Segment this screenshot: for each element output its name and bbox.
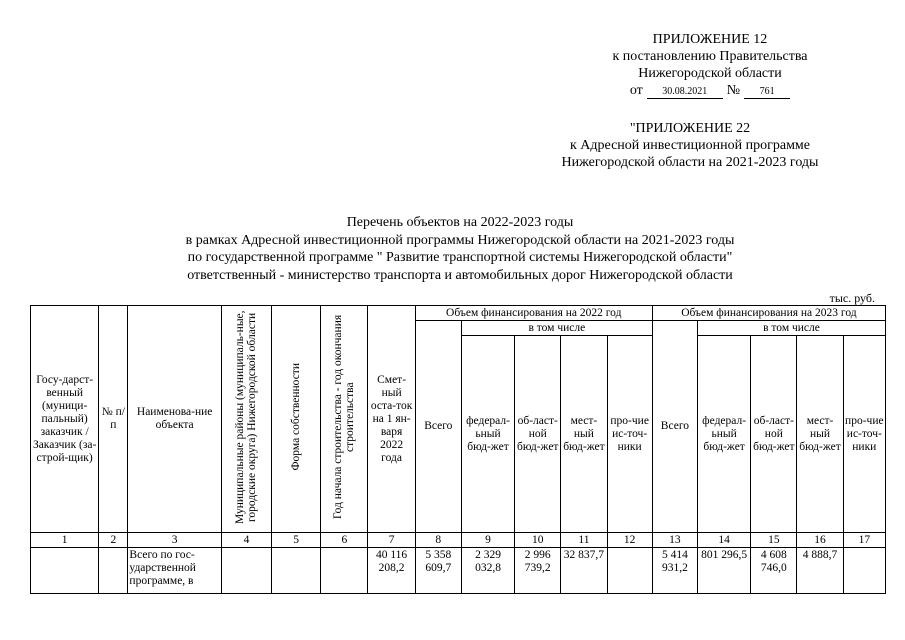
header-total-2023: Всего bbox=[652, 321, 697, 533]
header-federal-2023: федерал-ьный бюд-жет bbox=[698, 336, 751, 533]
header-districts-cell bbox=[221, 306, 271, 533]
column-number: 7 bbox=[368, 533, 415, 548]
column-number: 8 bbox=[415, 533, 461, 548]
header-local-2022: мест-ный бюд-жет bbox=[561, 336, 607, 533]
cell-customer bbox=[31, 548, 99, 594]
header-ownership: Форма собственности bbox=[290, 363, 303, 471]
column-number: 16 bbox=[797, 533, 843, 548]
decree-number: 761 bbox=[744, 86, 790, 99]
column-number: 17 bbox=[843, 533, 885, 548]
header-other-2023: про-чие ис-точ-ники bbox=[843, 336, 885, 533]
column-number: 13 bbox=[652, 533, 697, 548]
appendix-22-block bbox=[520, 120, 860, 171]
header-including-2022: в том числе bbox=[461, 321, 652, 336]
column-number: 5 bbox=[272, 533, 321, 548]
header-ownership-cell bbox=[272, 306, 321, 533]
header-fin-2023: Объем финансирования на 2023 год bbox=[652, 306, 885, 321]
cell-districts bbox=[221, 548, 271, 594]
from-label: от bbox=[629, 83, 643, 98]
column-number: 6 bbox=[321, 533, 368, 548]
header-federal-2022: федерал-ьный бюд-жет bbox=[461, 336, 514, 533]
cell-local-2023: 4 888,7 bbox=[797, 548, 843, 594]
table-row bbox=[31, 548, 886, 594]
cell-balance: 40 116 208,2 bbox=[368, 548, 415, 594]
header-regional-2023: об-ласт-ной бюд-жет bbox=[751, 336, 797, 533]
objects-table bbox=[30, 305, 886, 594]
cell-years bbox=[321, 548, 368, 594]
header-balance: Смет-ный оста-ток на 1 ян-варя 2022 года bbox=[368, 306, 415, 533]
title-line-1: Перечень объектов на 2022-2023 годы bbox=[346, 215, 574, 230]
column-number: 4 bbox=[221, 533, 271, 548]
column-number: 11 bbox=[561, 533, 607, 548]
column-numbers-row bbox=[31, 533, 886, 548]
cell-federal-2022: 2 329 032,8 bbox=[461, 548, 514, 594]
cell-regional-2023: 4 608 746,0 bbox=[751, 548, 797, 594]
appendix-22-line1: к Адресной инвестиционной программе bbox=[569, 138, 811, 153]
cell-name: Всего по гос-ударственной программе, в bbox=[128, 548, 221, 594]
column-number: 3 bbox=[128, 533, 221, 548]
title-line-3: по государственной программе " Развитие транспортной системы Нижегородской области" bbox=[187, 250, 733, 265]
cell-total-2023: 5 414 931,2 bbox=[652, 548, 697, 594]
title-line-2: в рамках Адресной инвестиционной программы Нижегородской области на 2021-2023 годы bbox=[185, 232, 735, 248]
cell-other-2023 bbox=[843, 548, 885, 594]
cell-regional-2022: 2 996 739,2 bbox=[515, 548, 561, 594]
column-number: 12 bbox=[607, 533, 652, 548]
column-number: 10 bbox=[515, 533, 561, 548]
appendix-22-title: "ПРИЛОЖЕНИЕ 22 bbox=[629, 121, 751, 136]
cell-local-2022: 32 837,7 bbox=[561, 548, 607, 594]
header-customer: Госу-дарст-венный (муници-пальный) заказчик / Заказчик (за-строй-щик) bbox=[31, 306, 99, 533]
cell-num bbox=[99, 548, 128, 594]
cell-other-2022 bbox=[607, 548, 652, 594]
decree-signature-row bbox=[560, 82, 860, 99]
header-regional-2022: об-ласт-ной бюд-жет bbox=[515, 336, 561, 533]
cell-federal-2023: 801 296,5 bbox=[698, 548, 751, 594]
column-number: 15 bbox=[751, 533, 797, 548]
column-number: 14 bbox=[698, 533, 751, 548]
header-years-cell bbox=[321, 306, 368, 533]
units-label: тыс. руб. bbox=[829, 291, 875, 305]
appendix-22-line2: Нижегородской области на 2021-2023 годы bbox=[561, 155, 819, 170]
header-including-2023: в том числе bbox=[698, 321, 886, 336]
header-num: № п/п bbox=[99, 306, 128, 533]
header-name: Наименова-ние объекта bbox=[128, 306, 221, 533]
header-total-2022: Всего bbox=[415, 321, 461, 533]
appendix-12-title: ПРИЛОЖЕНИЕ 12 bbox=[652, 32, 768, 47]
appendix-12-block bbox=[560, 31, 860, 99]
column-number: 1 bbox=[31, 533, 99, 548]
number-label: № bbox=[726, 83, 741, 98]
decree-date: 30.08.2021 bbox=[647, 86, 723, 99]
document-title bbox=[60, 214, 860, 284]
cell-total-2022: 5 358 609,7 bbox=[415, 548, 461, 594]
header-other-2022: про-чие ис-точ-ники bbox=[607, 336, 652, 533]
header-row-1 bbox=[31, 306, 886, 321]
cell-ownership bbox=[272, 548, 321, 594]
header-fin-2022: Объем финансирования на 2022 год bbox=[415, 306, 652, 321]
column-number: 2 bbox=[99, 533, 128, 548]
appendix-12-line2: Нижегородской области bbox=[638, 66, 782, 81]
header-local-2023: мест-ный бюд-жет bbox=[797, 336, 843, 533]
title-line-4: ответственный - министерство транспорта и автомобильных дорог Нижегородской области bbox=[187, 267, 733, 283]
header-districts: Муниципальные районы (муниципаль-ные, городские округа) Нижегородской области bbox=[234, 310, 259, 524]
column-number: 9 bbox=[461, 533, 514, 548]
appendix-12-line1: к постановлению Правительства bbox=[612, 49, 808, 64]
header-years: Год начала строительства - год окончания строительства bbox=[332, 314, 357, 520]
